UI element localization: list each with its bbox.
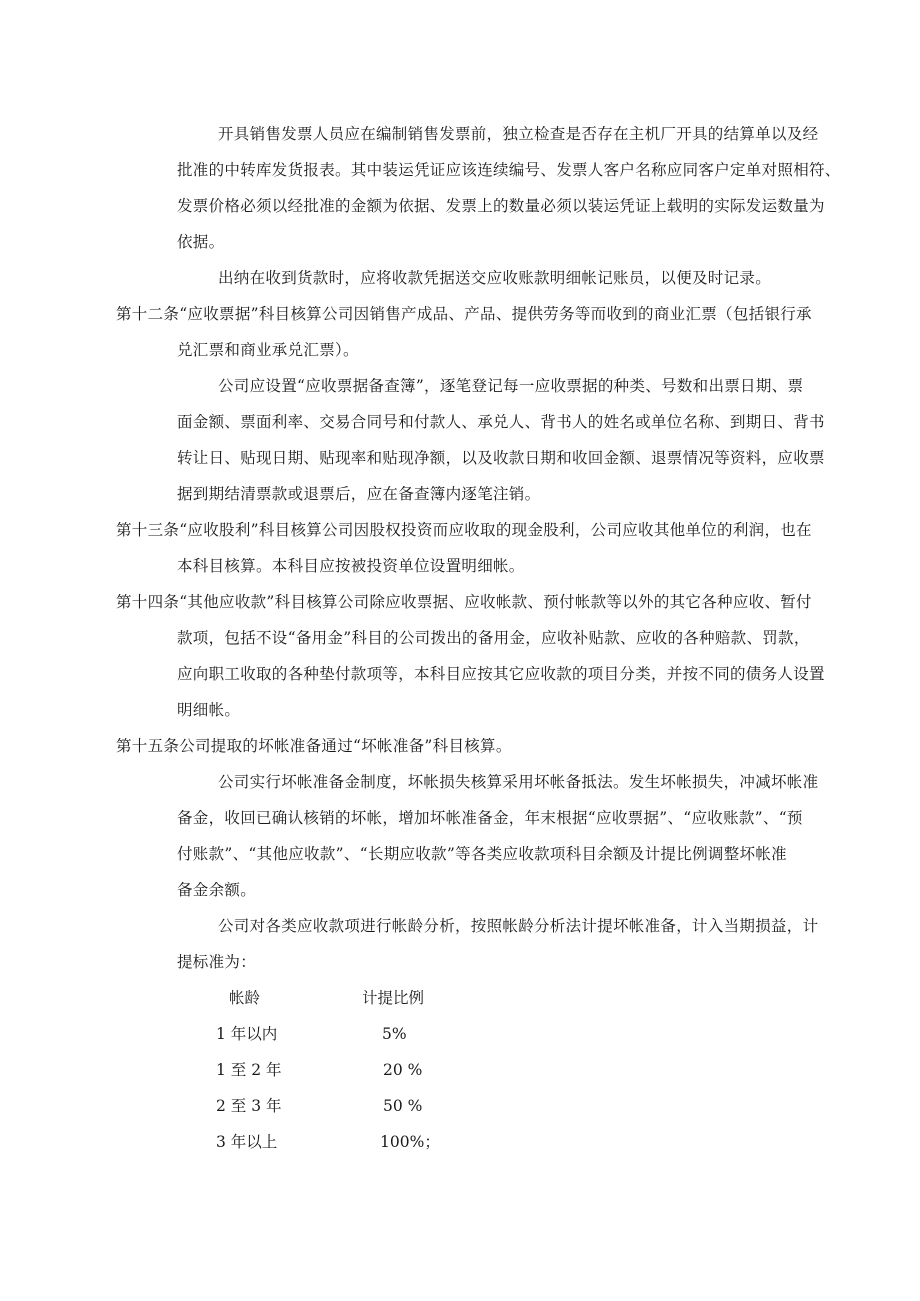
text-line: 第十三条“应收股利”科目核算公司因股权投资而应收取的现金股利，公司应收其他单位的利润，也在	[116, 521, 812, 539]
text-line: 出纳在收到货款时，应将收款凭据送交应收账款明细帐记账员，以便及时记录。	[218, 269, 772, 287]
table-cell-rate: 100%；	[380, 1133, 440, 1151]
text-line: 本科目核算。本科目应按被投资单位设置明细帐。	[177, 557, 525, 575]
table-cell-age: 1 至 2 年	[216, 1061, 282, 1079]
text-line: 第十二条“应收票据”科目核算公司因销售产成品、产品、提供劳务等而收到的商业汇票（包括银行承	[116, 305, 812, 323]
text-line: 公司实行坏帐准备金制度，坏帐损失核算采用坏帐备抵法。发生坏帐损失，冲减坏帐准	[218, 773, 819, 791]
text-line: 面金额、票面利率、交易合同号和付款人、承兑人、背书人的姓名或单位名称、到期日、背书	[177, 413, 825, 431]
text-line: 公司对各类应收款项进行帐龄分析，按照帐龄分析法计提坏帐准备，计入当期损益，计	[218, 917, 819, 935]
text-line: 转让日、贴现日期、贴现率和贴现净额，以及收款日期和收回金额、退票情况等资料，应收票	[177, 449, 825, 467]
text-line: 提标准为：	[177, 953, 257, 971]
text-line: 兑汇票和商业承兑汇票）。	[177, 341, 359, 359]
table-cell-rate: 5%	[382, 1025, 407, 1043]
table-header-rate: 计提比例	[362, 989, 425, 1007]
text-line: 第十四条“其他应收款”科目核算公司除应收票据、应收帐款、预付帐款等以外的其它各种应收、暂付	[116, 593, 812, 611]
table-header-age: 帐龄	[229, 989, 261, 1007]
text-line: 批准的中转库发货报表。其中装运凭证应该连续编号、发票人客户名称应同客户定单对照相符、	[177, 161, 841, 179]
text-line: 备金，收回已确认核销的坏帐，增加坏帐准备金，年末根据“应收票据”、“应收账款”、“预	[177, 809, 803, 827]
text-line: 付账款”、“其他应收款”、“长期应收款”等各类应收款项科目余额及计提比例调整坏帐准	[177, 845, 787, 863]
text-line: 公司应设置“应收票据备查簿”，逐笔登记每一应收票据的种类、号数和出票日期、票	[218, 377, 804, 395]
text-line: 款项，包括不设“备用金”科目的公司拨出的备用金，应收补贴款、应收的各种赔款、罚款，	[177, 629, 810, 647]
table-cell-rate: 50 %	[383, 1097, 423, 1115]
table-cell-rate: 20 %	[383, 1061, 423, 1079]
text-line: 备金余额。	[177, 881, 257, 899]
text-line: 据到期结清票款或退票后，应在备查簿内逐笔注销。	[177, 485, 541, 503]
text-line: 明细帐。	[177, 701, 241, 719]
text-line: 开具销售发票人员应在编制销售发票前，独立检查是否存在主机厂开具的结算单以及经	[218, 125, 819, 143]
table-cell-age: 3 年以上	[216, 1133, 278, 1151]
table-cell-age: 1 年以内	[216, 1025, 278, 1043]
table-cell-age: 2 至 3 年	[216, 1097, 282, 1115]
text-line: 第十五条公司提取的坏帐准备通过“坏帐准备”科目核算。	[116, 737, 512, 755]
text-line: 应向职工收取的各种垫付款项等，本科目应按其它应收款的项目分类，并按不同的债务人设置	[177, 665, 825, 683]
text-line: 发票价格必须以经批准的金额为依据、发票上的数量必须以装运凭证上载明的实际发运数量为	[177, 197, 825, 215]
text-line: 依据。	[177, 233, 225, 251]
